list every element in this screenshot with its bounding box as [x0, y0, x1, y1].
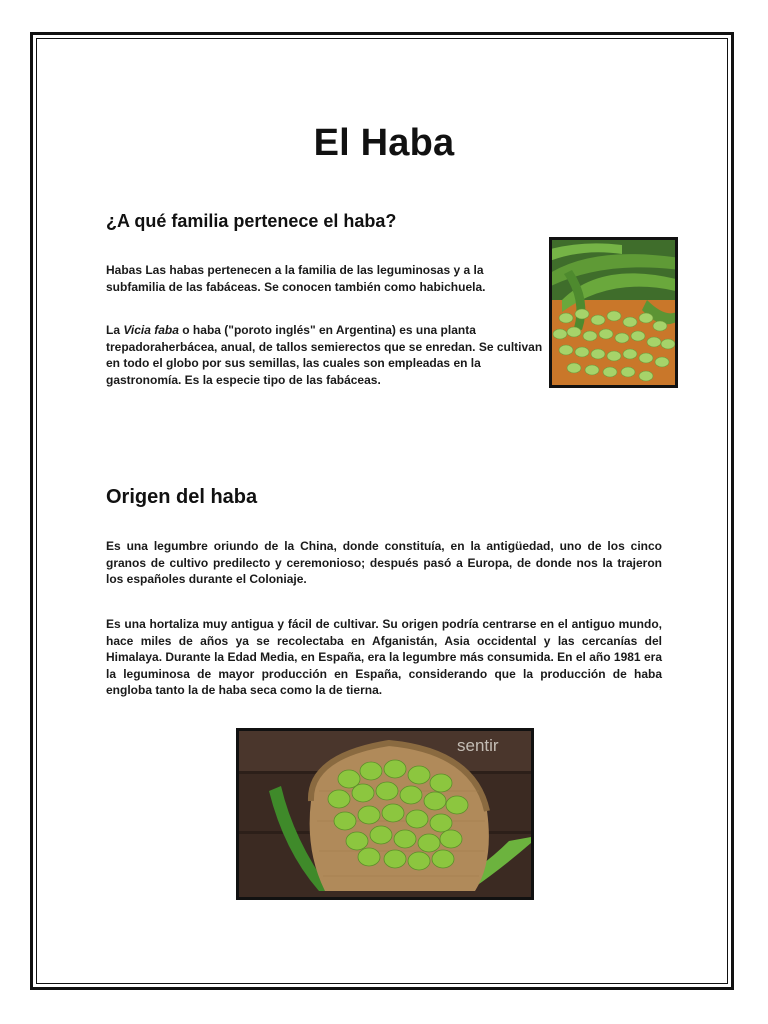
paragraph-origin-history: Es una hortaliza muy antigua y fácil de cultivar. Su origen podría centrarse en el antiguo mundo, hace miles de años ya se recolectaba en Afganistán, Asia occidental y las cercanías del Himalaya. Durante la Edad Media, en España, era la legumbre más consumida. En el año 1981 era la leguminosa de mayor producción en España, considerando que la producción de haba engloba tanto la de haba seca como la de tierna.: [106, 617, 662, 697]
beans-in-burlap-sack-image: [239, 731, 531, 897]
section-heading-origin: Origen del haba: [106, 486, 258, 508]
species-name: Vicia faba: [123, 323, 179, 337]
paragraph-rest: o haba ("poroto inglés" en Argentina) es una planta trepadoraherbácea, anual, de tallos semierectos que se enredan. Se cultivan en todo el globo por sus semillas, las cuales son empleadas en la gastronomía. Es la especie tipo de las fabáceas.: [106, 323, 543, 387]
page-title: El Haba: [313, 122, 455, 164]
paragraph-origin-china: Es una legumbre oriundo de la China, donde constituía, en la antigüedad, uno de los cinco granos de cultivo predilecto y ceremonioso; después pasó a Europa, de donde nos la trajeron los españoles durante el Coloniaje.: [106, 539, 662, 586]
beans-sack-photo: [236, 728, 534, 900]
paragraph-vicia-faba: [106, 322, 546, 388]
broad-beans-photo: [549, 237, 678, 388]
broad-beans-pods-image: [552, 240, 675, 385]
sentir-watermark: sentir: [457, 736, 499, 755]
paragraph-lead: La: [106, 323, 124, 337]
section-heading-family: ¿A qué familia pertenece el haba?: [106, 211, 397, 231]
paragraph-family: Habas Las habas pertenecen a la familia de las leguminosas y a la subfamilia de las fabáceas. Se conocen también como habichuela.: [106, 263, 486, 294]
